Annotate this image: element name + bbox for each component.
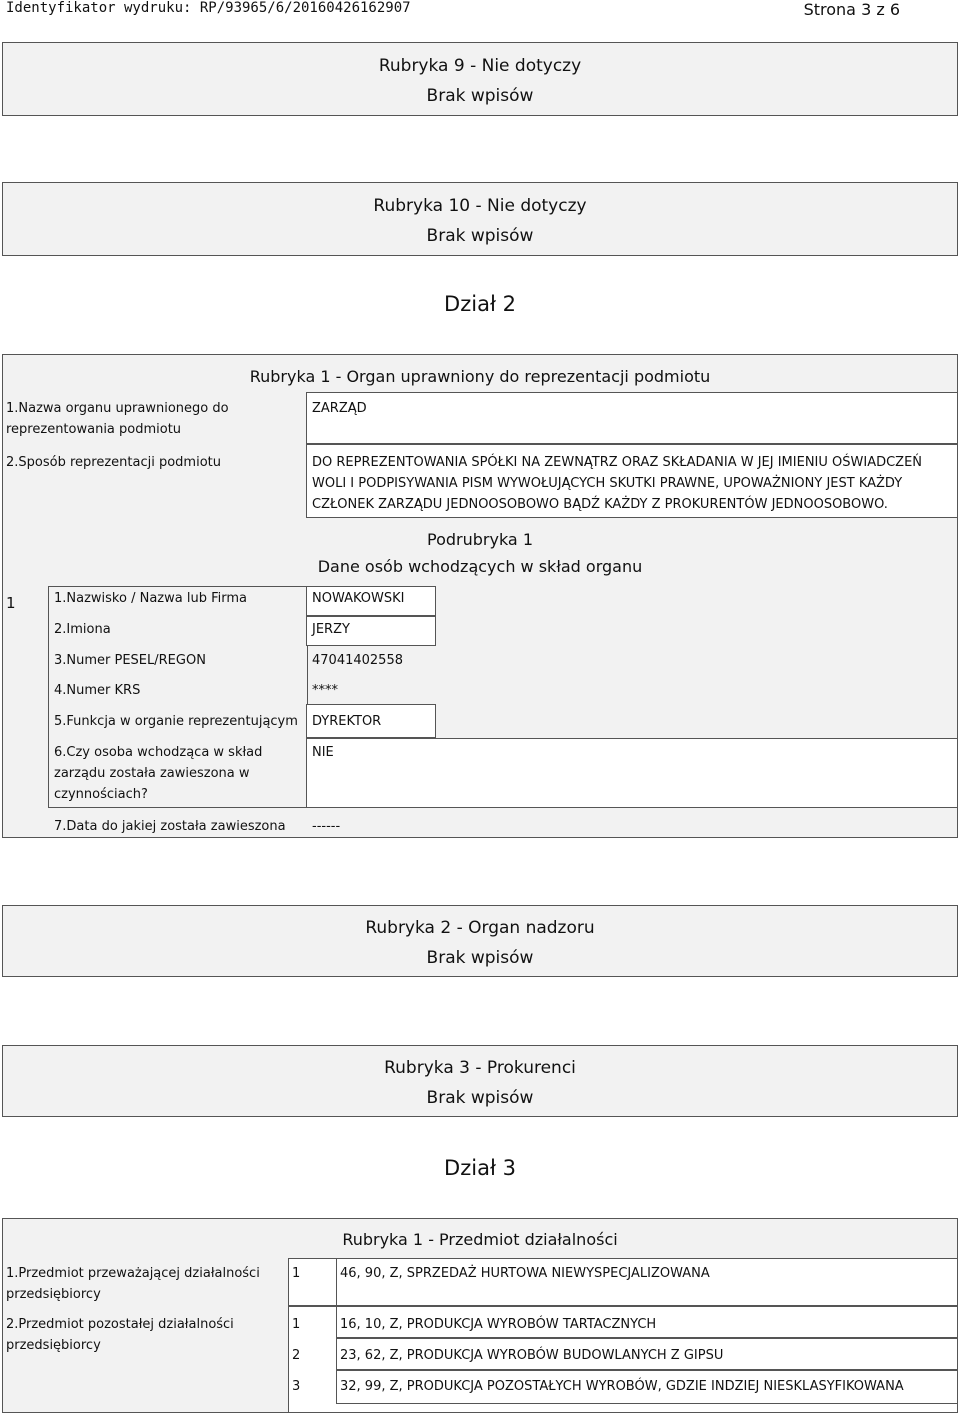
rubryka-2-empty: Brak wpisów bbox=[426, 948, 534, 968]
print-identifier: Identyfikator wydruku: RP/93965/6/20160426162907 bbox=[6, 0, 411, 16]
representation-label: 2.Sposób reprezentacji podmiotu bbox=[6, 455, 221, 470]
page-number: Strona 3 z 6 bbox=[803, 0, 900, 19]
main-activity-label: 1.Przedmiot przeważającej działalności przedsiębiorcy bbox=[6, 1266, 260, 1302]
podrubryka-title: Podrubryka 1 bbox=[427, 530, 533, 549]
suspension-date-label: 7.Data do jakiej została zawieszona bbox=[54, 819, 286, 834]
podrubryka-subtitle: Dane osób wchodzących w skład organu bbox=[317, 557, 643, 576]
dzial-2-title: Dział 2 bbox=[444, 292, 516, 316]
surname-value: NOWAKOWSKI bbox=[312, 591, 405, 606]
first-names-label: 2.Imiona bbox=[54, 622, 111, 637]
krs-value: **** bbox=[312, 683, 338, 698]
krs-label: 4.Numer KRS bbox=[54, 683, 141, 698]
other-activity-number: 2 bbox=[292, 1348, 301, 1363]
rubryka-10-title: Rubryka 10 - Nie dotyczy bbox=[373, 196, 587, 216]
rubryka-3-title: Rubryka 3 - Prokurenci bbox=[384, 1058, 576, 1078]
representation-value: DO REPREZENTOWANIA SPÓŁKI NA ZEWNĄTRZ ORAZ SKŁADANIA W JEJ IMIENIU OŚWIADCZEŃ WOLI I PODPISYWANIA PISM WYWOŁUJĄCYCH SKUTKI PRAWNE, UPOWAŻNIONY JEST KAŻDY CZŁONEK ZARZĄDU JEDNOOSOBOWO BĄDŹ KAŻDY Z PROKURENTÓW JEDNOOSOBOWO. bbox=[312, 455, 923, 512]
main-activity-value: 46, 90, Z, SPRZEDAŻ HURTOWA NIEWYSPECJALIZOWANA bbox=[340, 1266, 710, 1281]
person-index: 1 bbox=[6, 594, 16, 612]
organ-name-cell bbox=[306, 392, 958, 444]
rubryka-9-empty: Brak wpisów bbox=[426, 86, 534, 106]
dzial-2-rubryka-1-title: Rubryka 1 - Organ uprawniony do reprezentacji podmiotu bbox=[249, 367, 711, 386]
suspended-label: 6.Czy osoba wchodząca w skład zarządu została zawieszona w czynnościach? bbox=[54, 745, 263, 802]
other-activity-value: 16, 10, Z, PRODUKCJA WYROBÓW TARTACZNYCH bbox=[340, 1317, 657, 1332]
other-activity-value: 23, 62, Z, PRODUKCJA WYROBÓW BUDOWLANYCH Z GIPSU bbox=[340, 1348, 724, 1363]
suspension-date-value: ------ bbox=[312, 819, 341, 834]
dzial-3-rubryka-1-title: Rubryka 1 - Przedmiot działalności bbox=[342, 1230, 618, 1249]
rubryka-2-box bbox=[2, 905, 958, 977]
other-activity-label: 2.Przedmiot pozostałej działalności przedsiębiorcy bbox=[6, 1317, 234, 1353]
function-label: 5.Funkcja w organie reprezentującym bbox=[54, 714, 298, 729]
pesel-label: 3.Numer PESEL/REGON bbox=[54, 653, 206, 668]
suspended-value: NIE bbox=[312, 745, 334, 760]
rubryka-10-box bbox=[2, 182, 958, 256]
other-activity-number: 1 bbox=[292, 1317, 301, 1332]
first-names-value: JERZY bbox=[312, 622, 350, 637]
other-activity-value: 32, 99, Z, PRODUKCJA POZOSTAŁYCH WYROBÓW, GDZIE INDZIEJ NIESKLASYFIKOWANA bbox=[340, 1379, 904, 1394]
pesel-value: 47041402558 bbox=[312, 653, 403, 668]
other-activity-number: 3 bbox=[292, 1379, 301, 1394]
suspended-cell bbox=[306, 738, 958, 808]
function-value: DYREKTOR bbox=[312, 714, 382, 729]
rubryka-2-title: Rubryka 2 - Organ nadzoru bbox=[365, 918, 595, 938]
organ-name-label: 1.Nazwa organu uprawnionego do reprezentowania podmiotu bbox=[6, 401, 229, 437]
surname-label: 1.Nazwisko / Nazwa lub Firma bbox=[54, 591, 247, 606]
rubryka-3-empty: Brak wpisów bbox=[426, 1088, 534, 1108]
rubryka-9-title: Rubryka 9 - Nie dotyczy bbox=[378, 56, 582, 76]
dzial-3-title: Dział 3 bbox=[444, 1156, 516, 1180]
rubryka-9-box bbox=[2, 42, 958, 116]
rubryka-10-empty: Brak wpisów bbox=[426, 226, 534, 246]
organ-name-value: ZARZĄD bbox=[312, 401, 367, 416]
main-activity-number: 1 bbox=[292, 1266, 301, 1281]
rubryka-3-box bbox=[2, 1045, 958, 1117]
